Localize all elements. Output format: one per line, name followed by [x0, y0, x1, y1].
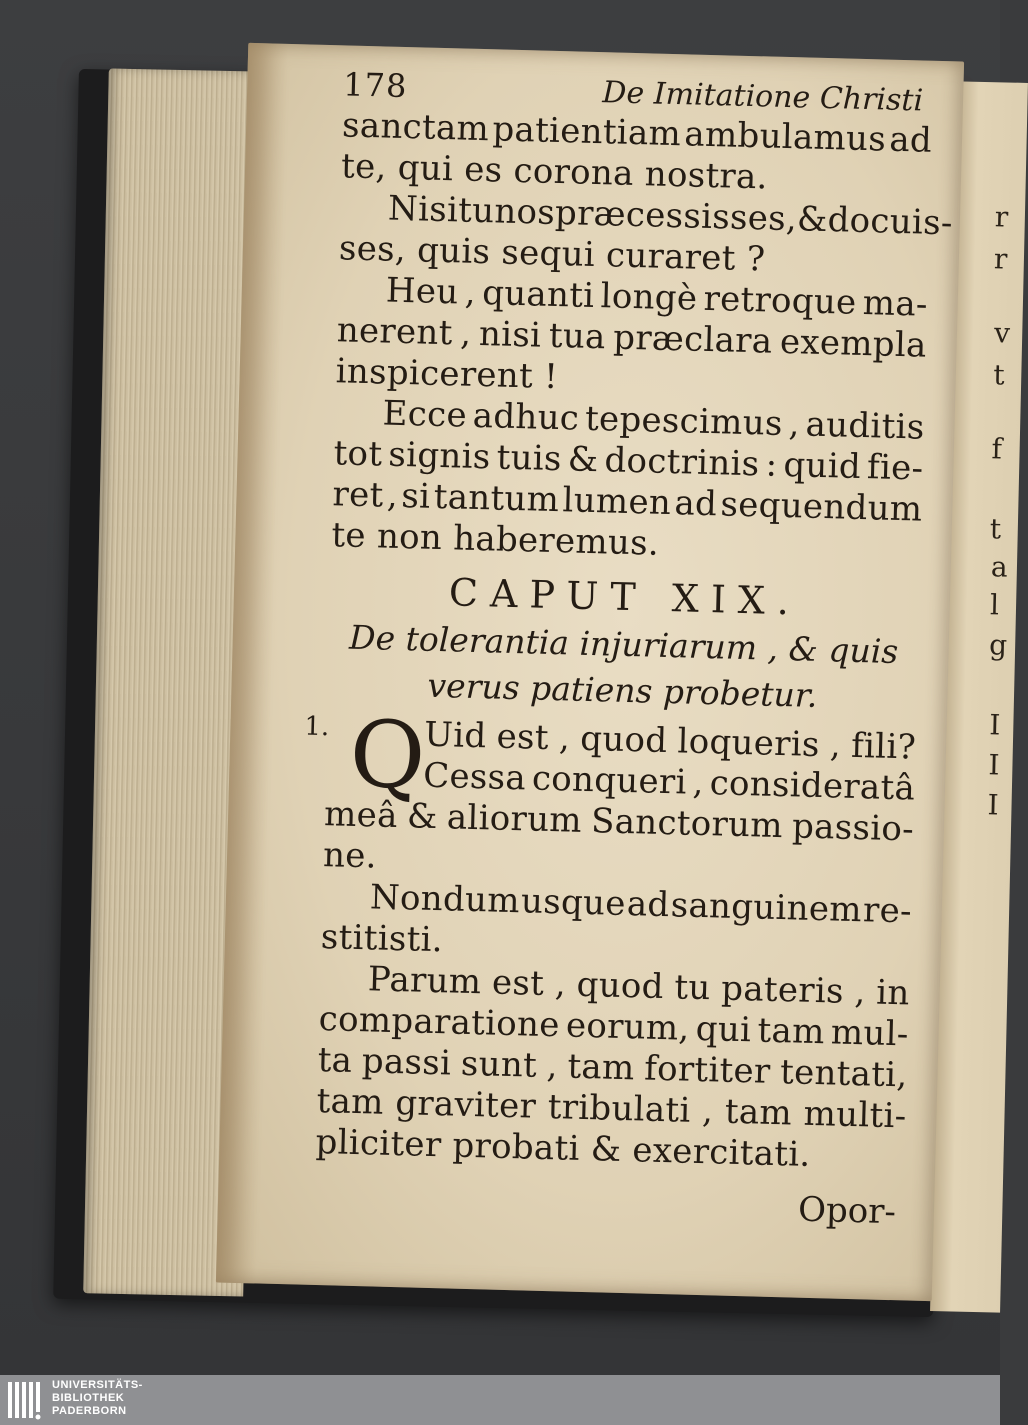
- word: eorum,: [565, 1005, 691, 1049]
- word: ,: [464, 272, 477, 313]
- facing-letter: r: [993, 242, 1008, 276]
- word: quanti: [481, 273, 595, 316]
- word: ,: [546, 1046, 559, 1087]
- word: tam: [724, 1091, 793, 1134]
- word: tribulati: [547, 1087, 692, 1131]
- word: quis: [416, 230, 491, 273]
- word: ad: [626, 884, 671, 926]
- word: stitisti.: [320, 917, 444, 961]
- word: longè: [600, 276, 698, 319]
- word: si: [400, 476, 431, 517]
- word: sanguinem: [670, 885, 863, 931]
- word: ambulamus: [683, 114, 887, 160]
- facing-letter: I: [988, 708, 1001, 742]
- word: mul-: [830, 1012, 910, 1055]
- word: tepescimus: [584, 398, 784, 444]
- word: ,: [701, 1091, 714, 1132]
- word: in: [875, 972, 911, 1014]
- word: ne.: [322, 835, 378, 877]
- word: ad: [673, 483, 718, 525]
- word: Nisi: [387, 188, 459, 231]
- word: tam: [316, 1080, 385, 1123]
- word: nostra.: [644, 154, 769, 198]
- facing-letter: g: [988, 628, 1008, 662]
- word: ta: [317, 1040, 353, 1081]
- word: docuis-: [827, 200, 954, 244]
- library-name: [52, 1379, 143, 1418]
- word: patientiam: [491, 109, 682, 155]
- word: probati: [452, 1125, 581, 1169]
- word: &: [567, 439, 599, 481]
- word: passio-: [791, 806, 915, 850]
- word: non: [376, 516, 443, 559]
- word: doctrinis: [604, 440, 761, 485]
- facing-letter: f: [991, 432, 1003, 466]
- word: ,: [853, 972, 867, 1013]
- word: ,: [785, 198, 798, 240]
- running-title: De Imitatione Christi: [601, 75, 924, 119]
- word: tam: [757, 1010, 826, 1053]
- page-number: 178: [342, 65, 408, 106]
- word: consideratâ: [709, 763, 916, 809]
- facing-letter: r: [994, 200, 1009, 234]
- word: sequendum: [720, 484, 923, 530]
- word: tentati,: [779, 1052, 909, 1096]
- word: tantum: [433, 476, 560, 521]
- word: qui: [397, 147, 454, 190]
- word: aliorum: [446, 797, 583, 841]
- paragraph-1: [304, 700, 917, 891]
- library-name-line-3: PADERBORN: [52, 1405, 127, 1417]
- word: qui: [695, 1008, 752, 1051]
- facing-letter: v: [993, 316, 1011, 350]
- word: nerent: [336, 310, 454, 354]
- word: es: [463, 149, 503, 191]
- library-footer-bar: [0, 1375, 1000, 1425]
- word: ,: [558, 718, 571, 759]
- word: graviter: [394, 1083, 537, 1127]
- facing-letter: I: [988, 748, 1000, 782]
- paragraph-continuation: [341, 105, 933, 202]
- word: præclara: [612, 317, 773, 362]
- word: &: [796, 199, 829, 241]
- word: meâ: [323, 794, 399, 837]
- word: te: [330, 515, 367, 557]
- word: tot: [333, 433, 383, 475]
- word: fili?: [850, 725, 917, 768]
- word: usque: [520, 881, 627, 925]
- word: conqueri: [531, 758, 688, 803]
- facing-letter: t: [992, 358, 1005, 392]
- word: Ecce: [382, 393, 468, 436]
- word: auditis: [805, 404, 926, 448]
- drop-capital: Q: [348, 700, 427, 810]
- word: ses,: [338, 228, 407, 271]
- word: ma-: [862, 283, 929, 325]
- word: nos: [493, 191, 556, 233]
- word: præcessisses: [554, 192, 787, 239]
- word: tua: [548, 315, 607, 358]
- word: comparatione: [318, 999, 561, 1046]
- word: sunt: [460, 1043, 538, 1086]
- paragraph-nondum: [320, 876, 912, 973]
- word: sequi: [500, 232, 596, 275]
- chapter-subtitle-line-1: De tolerantia injuriarum , & quis: [348, 617, 899, 672]
- word: loqueris: [677, 721, 821, 766]
- word: pateris: [720, 968, 845, 1012]
- word: quod: [576, 964, 665, 1008]
- word: fortiter: [643, 1048, 771, 1092]
- paragraph-nisi: [338, 187, 954, 284]
- word: ,: [554, 964, 567, 1005]
- word: tu: [457, 190, 495, 232]
- word: Uid: [423, 714, 488, 757]
- word: lumen: [562, 480, 672, 524]
- word: Cessa: [422, 755, 527, 799]
- word: ,: [829, 725, 842, 766]
- library-name-line-1: UNIVERSITÄTS-: [52, 1379, 143, 1391]
- word: retroque: [703, 278, 858, 323]
- chapter-heading: CAPUT XIX.: [448, 570, 802, 624]
- word: ad: [888, 119, 933, 161]
- word: !: [543, 356, 559, 398]
- word: nisi: [478, 313, 542, 356]
- word: corona: [513, 150, 635, 194]
- word: tu: [673, 967, 712, 1009]
- word: quid: [782, 445, 862, 488]
- word: :: [765, 444, 778, 485]
- catchword: Opor-: [797, 1189, 897, 1233]
- word: ,: [459, 313, 472, 354]
- paragraph-number: 1.: [304, 711, 330, 743]
- word: Nondum: [369, 877, 521, 922]
- word: exercitati.: [631, 1130, 812, 1175]
- word: &: [406, 796, 439, 838]
- facing-letter: t: [989, 512, 1002, 546]
- word: inspicerent: [335, 351, 534, 397]
- word: re-: [862, 890, 913, 932]
- word: tuis: [496, 437, 563, 480]
- word: Sanctorum: [590, 801, 784, 847]
- page-text: [304, 65, 954, 1233]
- facing-letter: I: [987, 788, 999, 822]
- word: &: [590, 1129, 622, 1170]
- word: pliciter: [315, 1121, 442, 1166]
- paragraph-ecce: [331, 392, 925, 571]
- word: multi-: [803, 1093, 907, 1137]
- library-logo-icon: [6, 1380, 46, 1420]
- word: haberemus.: [452, 518, 660, 564]
- paragraph-parum: [315, 958, 910, 1178]
- word: sanctam: [341, 105, 490, 150]
- word: adhuc: [472, 395, 580, 439]
- word: ret: [332, 474, 385, 516]
- book-page: [216, 43, 964, 1301]
- word: est: [491, 962, 545, 1004]
- paragraph-heu: [335, 269, 928, 407]
- word: ?: [746, 238, 766, 280]
- word: curaret: [605, 235, 737, 279]
- word: passi: [361, 1041, 452, 1084]
- word: signis: [387, 434, 492, 478]
- library-name-line-2: BIBLIOTHEK: [52, 1392, 125, 1404]
- word: quod: [579, 718, 668, 762]
- word: ,: [692, 762, 705, 804]
- word: te,: [340, 146, 388, 188]
- word: Parum: [367, 959, 482, 1003]
- chapter-subtitle-line-2: verus patiens probetur.: [427, 665, 818, 715]
- word: Heu: [385, 270, 459, 313]
- facing-letter: a: [990, 550, 1009, 584]
- facing-letter: l: [989, 588, 1000, 622]
- word: exempla: [779, 321, 928, 366]
- word: ,: [386, 475, 399, 516]
- word: fie-: [866, 447, 924, 489]
- word: tam: [566, 1046, 636, 1089]
- word: ,: [788, 404, 801, 445]
- word: est: [496, 716, 550, 758]
